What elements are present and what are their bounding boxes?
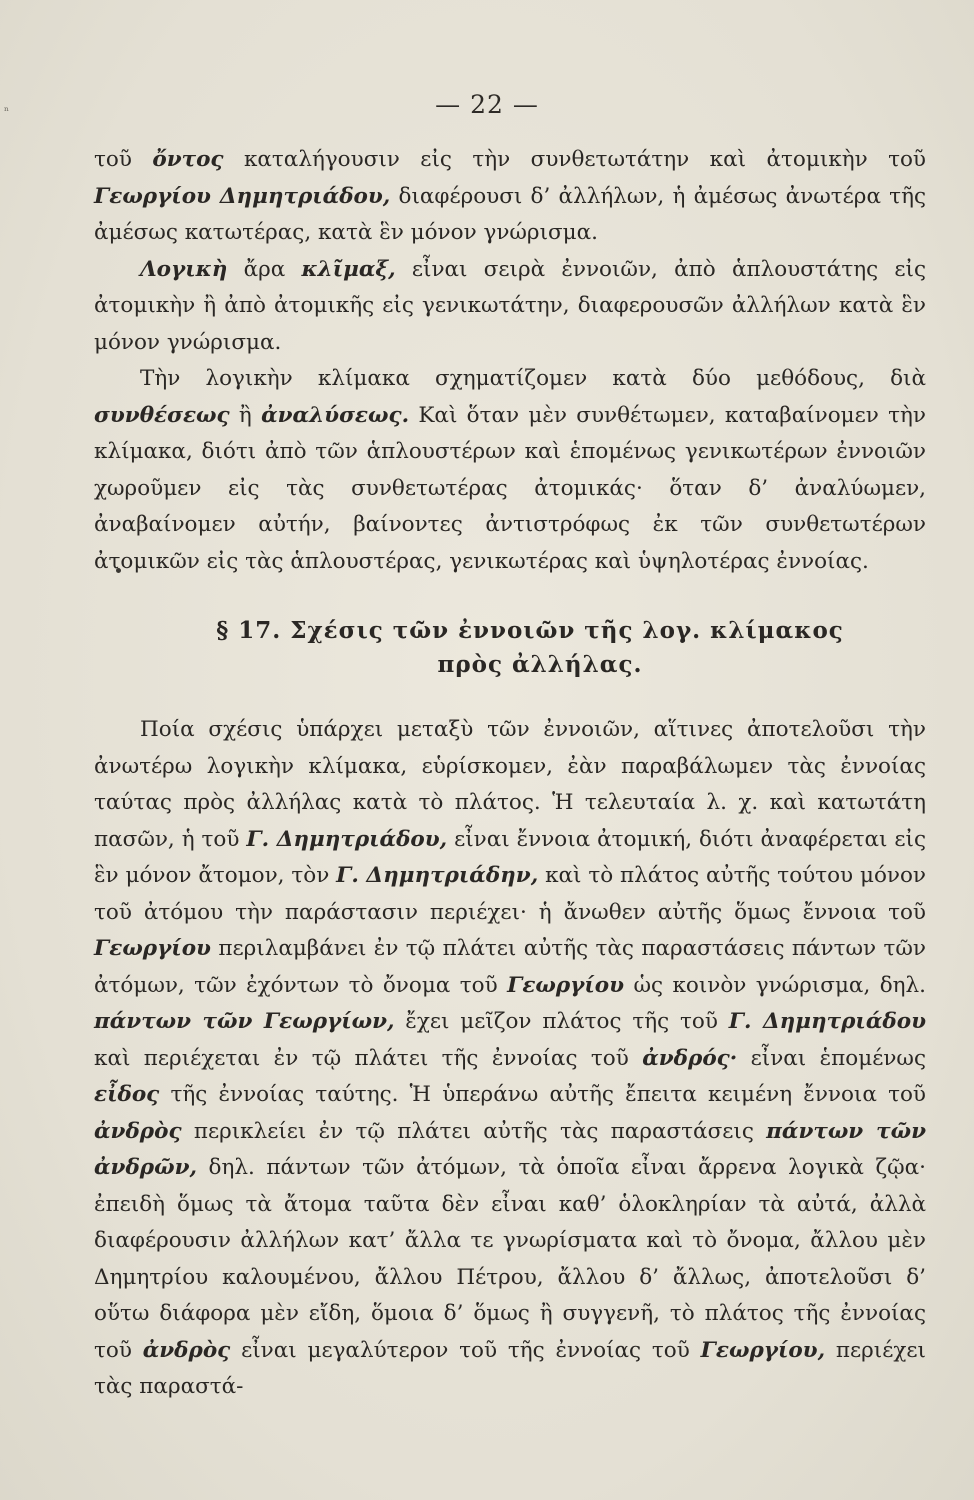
text-run: τοῦ	[94, 147, 153, 172]
text-run: Τὴν λογικὴν κλίμακα σχηματίζομεν κατὰ δύο μεθόδους, διὰ	[140, 366, 926, 391]
text-run: διαφέρουσι δ’ ἀλλήλων, ἡ ἀμέσως ἀνωτέρα τῆς ἀμέσως κατωτέρας, κατὰ ἓν μόνον γνώρισμα.	[94, 183, 926, 245]
paragraph-3	[94, 361, 926, 580]
text-run: ἄρα	[227, 256, 302, 282]
text-run: εἶναι σειρὰ ἐννοιῶν, ἀπὸ ἁπλουστάτης εἰς ἀτομικὴν ἢ ἀπὸ ἀτομικῆς εἰς γενικωτάτην, διαφερουσῶν ἀλλήλων κατὰ ἓν μόνον γνώρισμα.	[94, 256, 926, 355]
emphasized-text: Γεωργίου	[507, 972, 625, 998]
section-heading-line1: § 17. Σχέσις τῶν ἐννοιῶν τῆς λογ. κλίμακος	[216, 617, 844, 644]
text-run: περιέχει τὰς παραστά-	[94, 1337, 926, 1399]
emphasized-text: Γ. Δημητριάδου	[728, 1009, 926, 1034]
section-heading-line2: πρὸς ἀλλήλας.	[437, 651, 643, 678]
text-run: τῆς ἐννοίας ταύτης. Ἡ ὑπεράνω αὐτῆς ἔπειτα κειμένη ἔννοια τοῦ	[159, 1082, 926, 1107]
text-run: καταλήγουσιν εἰς τὴν συνθετωτάτην καὶ ἀτομικὴν τοῦ	[223, 147, 926, 172]
margin-mark: ⁿ	[4, 104, 10, 118]
paragraph-2	[94, 252, 926, 362]
text-run: Καὶ ὅταν μὲν συνθέτωμεν, καταβαίνομεν τὴν κλίμακα, διότι ἀπὸ τῶν ἁπλουστέρων καὶ ἑπομένως γενικωτέρων ἐννοιῶν χωροῦμεν εἰς τὰς συνθετωτέρας ἀτομικάς· ὅταν δ’ ἀναλύωμεν, ἀναβαίνομεν αὐτήν, βαίνοντες ἀντιστρόφως ἐκ τῶν συνθετωτέρων ἀτομικῶν εἰς τὰς ἁπλουστέρας, γενικωτέρας καὶ ὑψηλοτέρας ἐννοίας.	[94, 402, 926, 574]
text-run: ὡς κοινὸν γνώρισμα, δηλ.	[624, 972, 926, 998]
emphasized-text: ἀνδρός·	[642, 1045, 738, 1071]
emphasized-text: ἀναλύσεως.	[261, 402, 410, 428]
text-run: ἔχει μεῖζον πλάτος τῆς τοῦ	[394, 1009, 729, 1034]
page-number: — 22 —	[435, 90, 539, 119]
emphasized-text: ἀνδρὸς	[142, 1337, 231, 1363]
emphasized-text: συνθέσεως	[94, 402, 230, 428]
section-heading	[94, 614, 926, 682]
emphasized-text: Γ. Δημητριάδου,	[246, 826, 448, 852]
text-run: Ποία σχέσις ὑπάρχει μεταξὺ τῶν ἐννοιῶν, αἵτινες ἀποτελοῦσι τὴν ἀνωτέρω λογικὴν κλίμακα, εὑρίσκομεν, ἐὰν παραβάλωμεν τὰς ἐννοίας ταύτας πρὸς ἀλλήλας κατὰ τὸ πλάτος. Ἡ τελευταία λ. χ. καὶ κατωτάτη πασῶν, ἡ τοῦ	[94, 717, 926, 852]
page-body	[94, 142, 926, 1406]
text-run: περικλείει ἐν τῷ πλάτει αὐτῆς τὰς παραστάσεις	[181, 1118, 767, 1144]
emphasized-text: Γεωργίου,	[700, 1337, 826, 1363]
paragraph-1	[94, 142, 926, 252]
emphasized-text: Γεωργίου Δημητριάδου,	[94, 183, 391, 209]
emphasized-text: ἀνδρὸς	[94, 1118, 182, 1144]
text-run: δηλ. πάντων τῶν ἀτόμων, τὰ ὁποῖα εἶναι ἄρρενα λογικὰ ζῷα· ἐπειδὴ ὅμως τὰ ἄτομα ταῦτα δὲν εἶναι καθ’ ὁλοκληρίαν τὰ αὐτά, ἀλλὰ διαφέρουσιν ἀλλήλων κατ’ ἄλλα τε γνωρίσματα καὶ τὸ ὄνομα, ἄλλου μὲν Δημητρίου καλουμένου, ἄλλου Πέτρου, ἄλλου δ’ ἄλλως, ἀποτελοῦσι δ’ οὕτω διάφορα μὲν εἴδη, ὅμοια δ’ ὅμως ἢ συγγενῆ, τὸ πλάτος τῆς ἐννοίας τοῦ	[94, 1155, 926, 1363]
emphasized-text: Γ. Δημητριάδην,	[336, 863, 539, 888]
emphasized-text: πάντων τῶν ἀνδρῶν,	[94, 1118, 926, 1180]
emphasized-text: εἶδος	[94, 1082, 160, 1107]
text-run: εἶναι ἔννοια ἀτομική, διότι ἀναφέρεται εἰς ἓν μόνον ἄτομον, τὸν	[94, 826, 927, 888]
text-run: ἢ	[229, 402, 262, 428]
paragraph-4	[94, 712, 926, 1406]
emphasized-text: κλῖμαξ,	[301, 256, 396, 282]
text-run: περιλαμβάνει ἐν τῷ πλάτει αὐτῆς τὰς παραστάσεις πάντων τῶν ἀτόμων, τῶν ἐχόντων τὸ ὄνομα τοῦ	[94, 936, 926, 998]
emphasized-text: πάντων τῶν Γεωργίων,	[94, 1009, 395, 1034]
text-run: εἶναι μεγαλύτερον τοῦ τῆς ἐννοίας τοῦ	[230, 1337, 701, 1363]
emphasized-text: Λογικὴ	[140, 256, 228, 282]
text-run: καὶ τὸ πλάτος αὐτῆς τούτου μόνον τοῦ ἀτόμου τὴν παράστασιν περιέχει· ἡ ἄνωθεν αὐτῆς ὅμως ἔννοια τοῦ	[94, 863, 926, 925]
text-run: εἶναι ἑπομένως	[737, 1045, 927, 1071]
emphasized-text: ὄντος	[152, 147, 224, 172]
text-run: καὶ περιέχεται ἐν τῷ πλάτει τῆς ἐννοίας τοῦ	[94, 1045, 643, 1071]
emphasized-text: Γεωργίου	[94, 936, 211, 961]
